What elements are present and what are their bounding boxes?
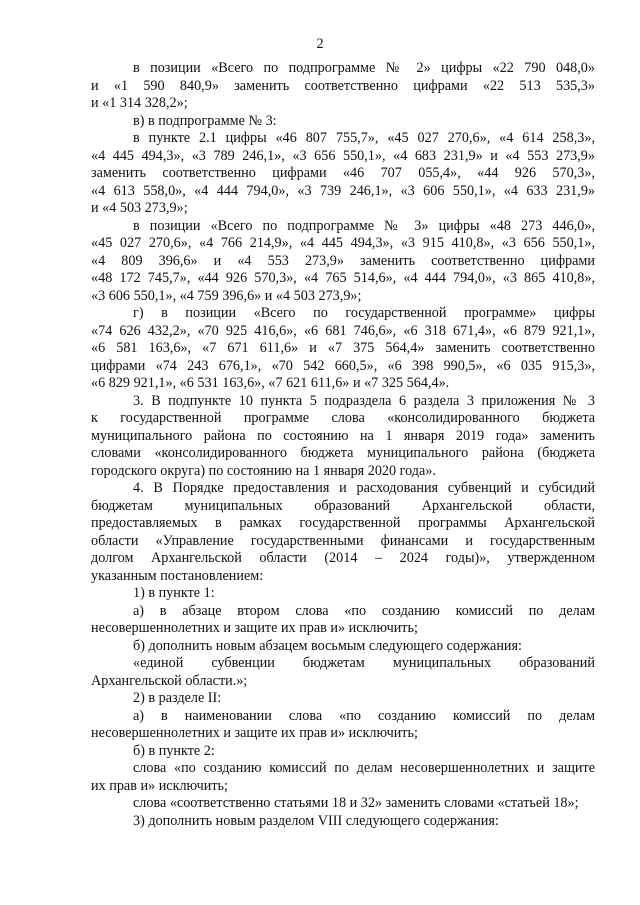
text-line: и «1 590 840,9» заменить соответственно цифрами «22 513 535,3»: [91, 77, 595, 94]
text-line: 2) в разделе II:: [133, 690, 222, 706]
text-line: «единой субвенции бюджетам муниципальных образований: [133, 655, 595, 671]
text-line: 4. В Порядке предоставления и расходования субвенций и субсидий: [133, 480, 595, 496]
text-line: слова «по созданию комиссий по делам несовершеннолетних и защите: [133, 760, 595, 776]
text-line: б) в пункте 2:: [133, 742, 215, 759]
text-line: 3) дополнить новым разделом VIII следующего содержания:: [133, 812, 499, 829]
text-line: «4 809 396,6» и «4 553 273,9» заменить соответственно цифрами: [91, 252, 595, 269]
text-line: долгом Архангельской области (2014 – 2024 годы)», утвержденном: [91, 550, 595, 566]
text-line: слова «соответственно статьями 18 и 32» заменить словами «статьей 18»;: [133, 795, 579, 811]
text-line: к государственной программе слова «консолидированного бюджета: [91, 410, 595, 426]
text-line: а) в абзаце втором слова «по созданию комиссий по делам: [133, 602, 595, 619]
text-line: области «Управление государственными финансами и государственным: [91, 532, 595, 549]
text-line: цифрами «74 243 676,1», «70 542 660,5», «6 398 990,5», «6 035 915,3»,: [91, 357, 595, 374]
text-line: «4 613 558,0», «4 444 794,0», «3 739 246,1», «3 606 550,1», «4 633 231,9»: [91, 182, 595, 199]
text-line: в пункте 2.1 цифры «46 807 755,7», «45 027 270,6», «4 614 258,3»,: [133, 130, 595, 146]
text-line: «4 445 494,3», «3 789 246,1», «3 656 550,1», «4 683 231,9» и «4 553 273,9»: [91, 147, 595, 164]
text-line: в позиции «Всего по подпрограмме № 2» цифры «22 790 048,0»: [133, 60, 595, 76]
text-line: бюджетам муниципальных образований Архангельской области,: [91, 497, 595, 514]
text-line: несовершеннолетних и защите их прав и» исключить;: [91, 620, 418, 636]
text-line: «6 829 921,1», «6 531 163,6», «7 621 611,6» и «7 325 564,4».: [91, 375, 450, 391]
text-line: несовершеннолетних и защите их прав и» исключить;: [91, 725, 418, 741]
text-line: заменить соответственно цифрами «46 707 055,4», «44 926 570,3»,: [91, 165, 595, 181]
text-line: и «1 314 328,2»;: [91, 95, 188, 111]
text-line: г) в позиции «Всего по государственной программе» цифры: [133, 305, 595, 321]
text-line: городского округа) по состоянию на 1 января 2020 года».: [91, 462, 436, 479]
text-line: «6 581 163,6», «7 671 611,6» и «7 375 564,4» заменить соответственно: [91, 340, 595, 356]
text-line: 1) в пункте 1:: [133, 585, 215, 601]
text-line: их прав и» исключить;: [91, 777, 228, 794]
text-line: б) дополнить новым абзацем восьмым следующего содержания:: [133, 637, 522, 654]
text-line: «3 606 550,1», «4 759 396,6» и «4 503 273,9»;: [91, 287, 362, 304]
text-line: муниципального района по состоянию на 1 января 2019 года» заменить: [91, 427, 595, 444]
text-line: «74 626 432,2», «70 925 416,6», «6 681 746,6», «6 318 671,4», «6 879 921,1»,: [91, 322, 595, 339]
text-line: в позиции «Всего по подпрограмме № 3» цифры «48 273 446,0»,: [133, 217, 595, 234]
text-line: 3. В подпункте 10 пункта 5 подраздела 6 раздела 3 приложения № 3: [133, 392, 595, 409]
text-line: указанным постановлением:: [91, 567, 264, 584]
page-number: 2: [316, 36, 324, 52]
text-line: Архангельской области.»;: [91, 672, 248, 689]
document-body: [91, 60, 595, 830]
text-line: а) в наименовании слова «по созданию комиссий по делам: [133, 707, 595, 724]
text-line: в) в подпрограмме № 3:: [133, 112, 277, 129]
text-line: словами «консолидированного бюджета муниципального района (бюджета: [91, 445, 595, 461]
text-line: и «4 503 273,9»;: [91, 200, 188, 216]
text-line: «48 172 745,7», «44 926 570,3», «4 765 514,6», «4 444 794,0», «3 865 410,8»,: [91, 270, 595, 286]
text-line: предоставляемых в рамках государственной программы Архангельской: [91, 515, 595, 531]
text-line: «45 027 270,6», «4 766 214,9», «4 445 494,3», «3 915 410,8», «3 656 550,1»,: [91, 235, 595, 251]
